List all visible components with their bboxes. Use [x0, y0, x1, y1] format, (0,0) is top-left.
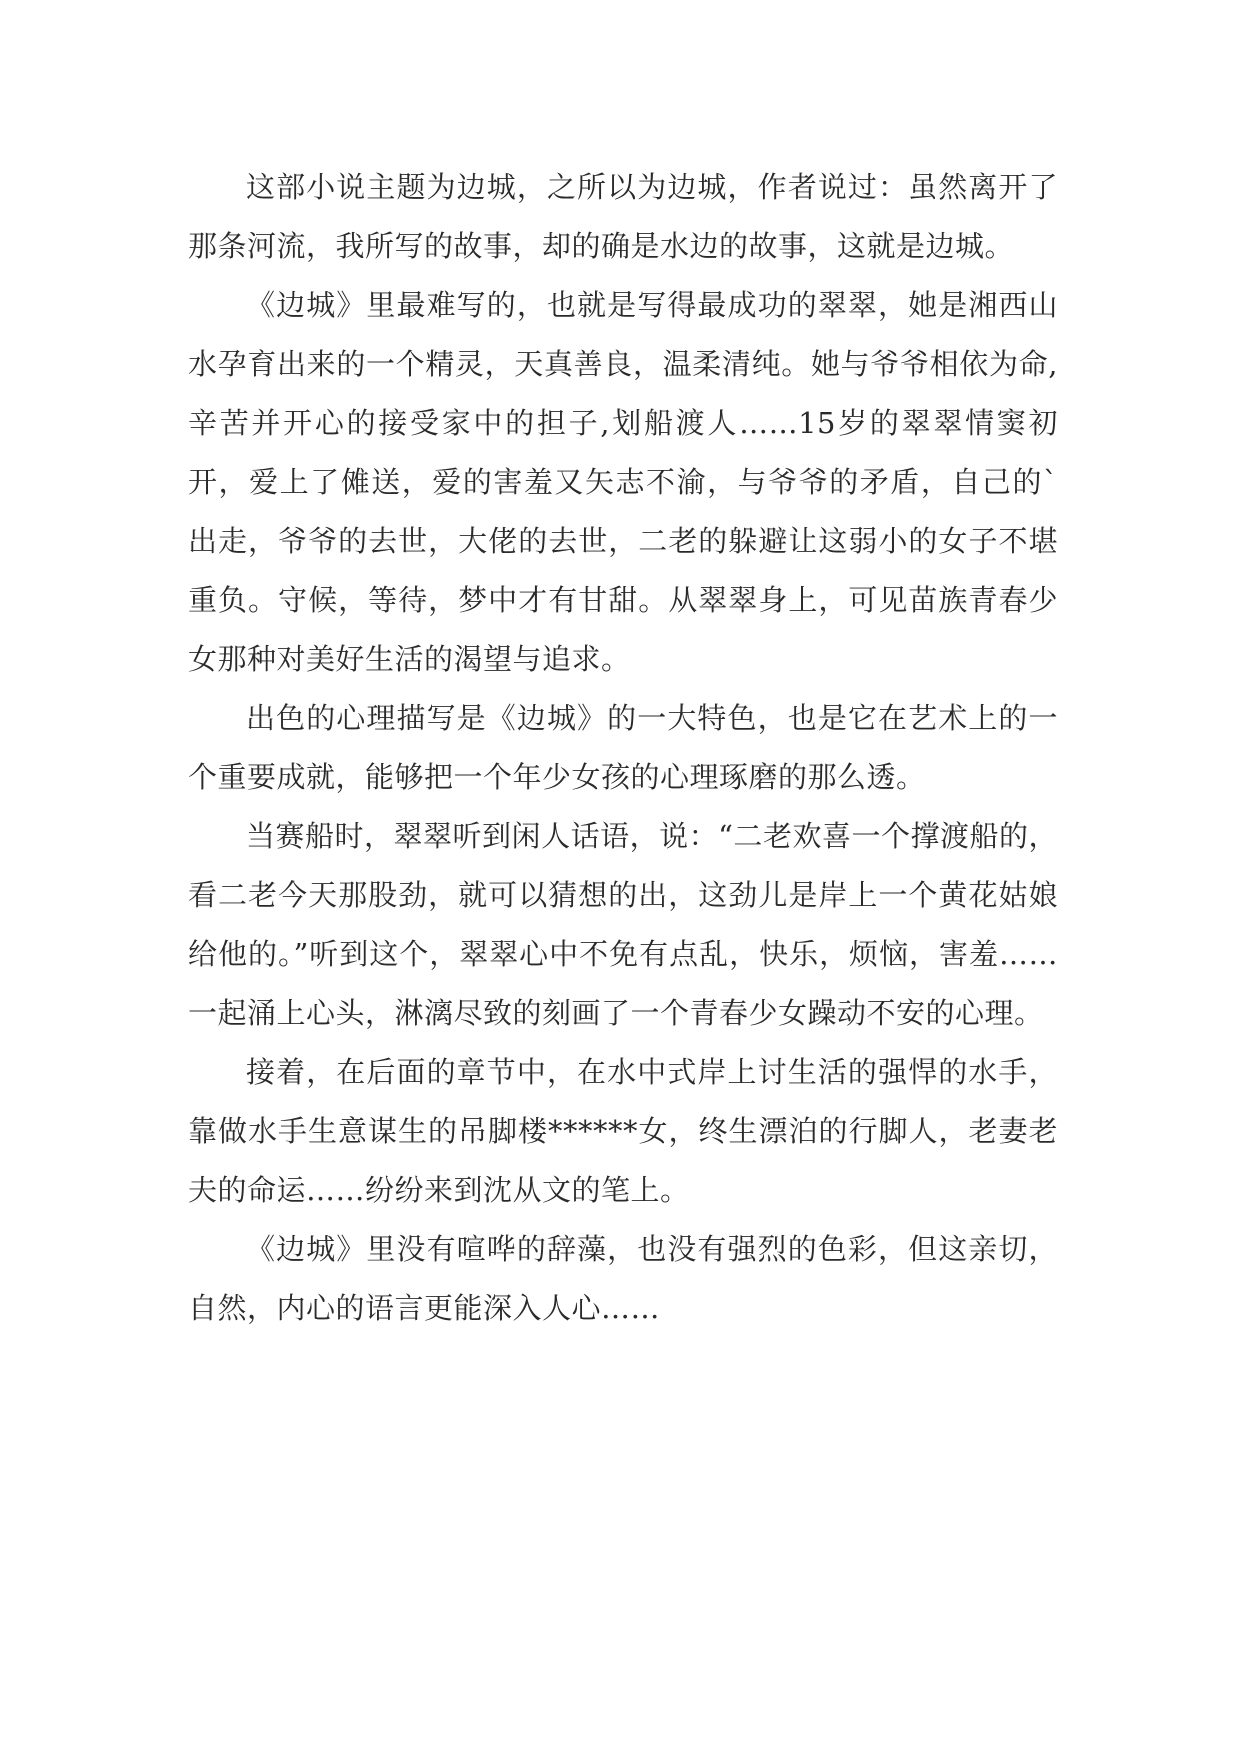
- paragraph-psychology: 出色的心理描写是《边城》的一大特色，也是它在艺术上的一个重要成就，能够把一个年少女孩的心理琢磨的那么透。: [188, 701, 1058, 794]
- paragraph-boat-race: 当赛船时，翠翠听到闲人话语，说：“二老欢喜一个撑渡船的，看二老今天那股劲，就可以猜想的出，这劲儿是岸上一个黄花姑娘给他的。”听到这个，翠翠心中不免有点乱，快乐，烦恼，害羞……一起涌上心头，淋漓尽致的刻画了一个青春少女躁动不安的心理。: [188, 819, 1058, 1030]
- paragraph-characters: 接着，在后面的章节中，在水中式岸上讨生活的强悍的水手，靠做水手生意谋生的吊脚楼******女，终生漂泊的行脚人，老妻老夫的命运……纷纷来到沈从文的笔上。: [188, 1055, 1058, 1207]
- paragraph-cuicui: 《边城》里最难写的，也就是写得最成功的翠翠，她是湘西山水孕育出来的一个精灵，天真善良，温柔清纯。她与爷爷相依为命,辛苦并开心的接受家中的担子,划船渡人……15岁的翠翠情窦初开，爱上了傩送，爱的害羞又矢志不渝，与爷爷的矛盾，自己的`出走，爷爷的去世，大佬的去世，二老的躲避让这弱小的女子不堪重负。守候，等待，梦中才有甘甜。从翠翠身上，可见苗族青春少女那种对美好生活的渴望与追求。: [188, 288, 1058, 676]
- paragraph-intro: 这部小说主题为边城，之所以为边城，作者说过：虽然离开了那条河流，我所写的故事，却的确是水边的故事，这就是边城。: [188, 170, 1058, 263]
- paragraph-language: 《边城》里没有喧哗的辞藻，也没有强烈的色彩，但这亲切，自然，内心的语言更能深入人心……: [188, 1232, 1058, 1325]
- document-body: [188, 158, 1058, 1338]
